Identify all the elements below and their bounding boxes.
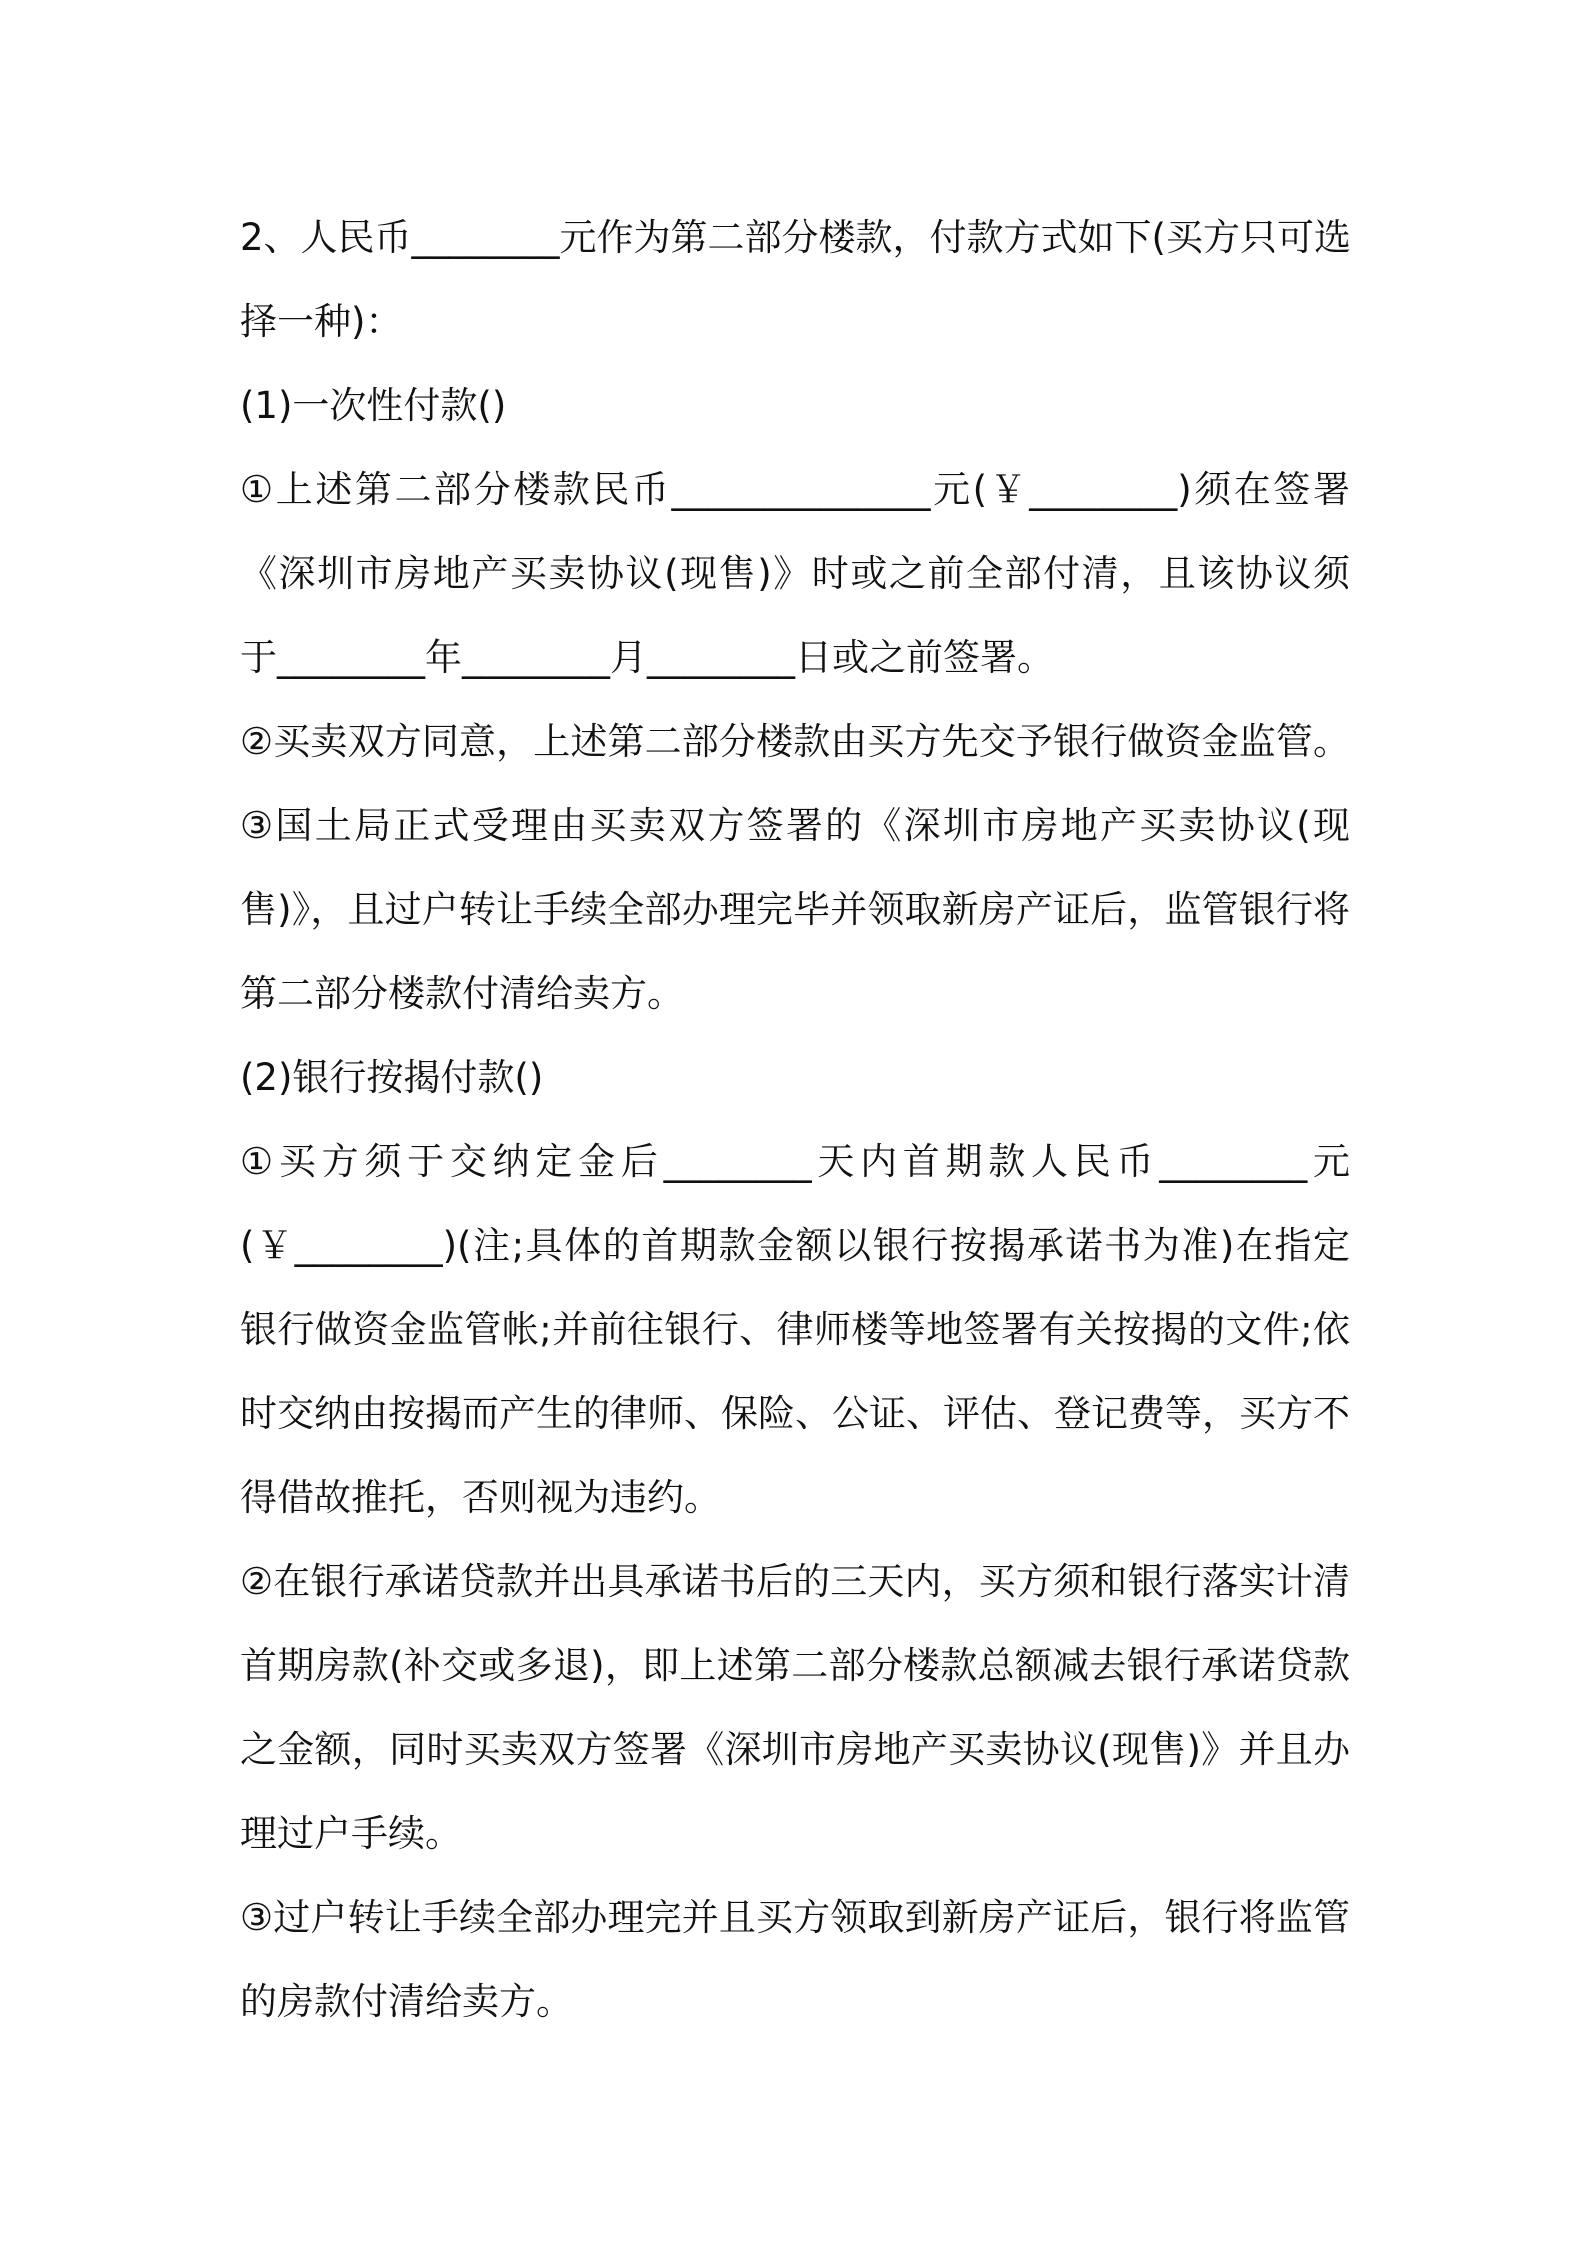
text-line: 银行做资金监管帐;并前往银行、律师楼等地签署有关按揭的文件;依: [240, 1308, 1350, 1351]
text-line: 《深圳市房地产买卖协议(现售)》时或之前全部付清，且该协议须: [240, 552, 1350, 595]
text-line: 时交纳由按揭而产生的律师、保险、公证、评估、登记费等，买方不: [240, 1392, 1350, 1435]
text-line: ①买方须于交纳定金后________天内首期款人民币________元: [240, 1140, 1350, 1183]
text-line: 于________年________月________日或之前签署。: [240, 636, 1054, 679]
section-heading-mortgage: (2)银行按揭付款(): [240, 1056, 544, 1099]
section-heading-lump-sum: (1)一次性付款(): [240, 384, 507, 427]
text-line: ②在银行承诺贷款并出具承诺书后的三天内，买方须和银行落实计清: [240, 1560, 1350, 1603]
text-line: 首期房款(补交或多退)，即上述第二部分楼款总额减去银行承诺贷款: [240, 1644, 1350, 1687]
text-line: 理过户手续。: [240, 1812, 462, 1855]
text-line: 售)》，且过户转让手续全部办理完毕并领取新房产证后，监管银行将: [240, 888, 1350, 931]
text-line: ①上述第二部分楼款民币______________元(￥________)须在签署: [240, 468, 1350, 511]
text-line: ③过户转让手续全部办理完并且买方领取到新房产证后，银行将监管: [240, 1896, 1350, 1939]
text-line: 之金额，同时买卖双方签署《深圳市房地产买卖协议(现售)》并且办: [240, 1728, 1350, 1771]
text-line: 第二部分楼款付清给卖方。: [240, 972, 684, 1015]
text-line: 得借故推托，否则视为违约。: [240, 1476, 721, 1519]
text-line: ②买卖双方同意，上述第二部分楼款由买方先交予银行做资金监管。: [240, 720, 1350, 763]
text-line: 择一种)：: [240, 300, 403, 343]
text-line: 2、人民币________元作为第二部分楼款，付款方式如下(买方只可选: [240, 216, 1351, 259]
text-line: 的房款付清给卖方。: [240, 1980, 573, 2023]
text-line: (￥________)(注;具体的首期款金额以银行按揭承诺书为准)在指定: [240, 1224, 1350, 1267]
document-body: [240, 196, 1350, 2044]
text-line: ③国土局正式受理由买卖双方签署的《深圳市房地产买卖协议(现: [240, 804, 1350, 847]
